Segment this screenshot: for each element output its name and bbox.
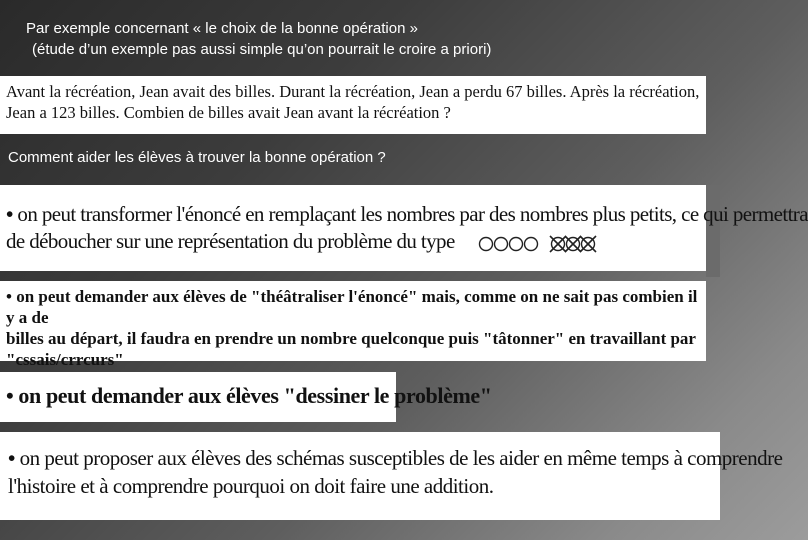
marble: [495, 238, 508, 251]
marble: [525, 238, 538, 251]
marble: [510, 238, 523, 251]
header-line-2: (étude d’un exemple pas aussi simple qu’on pourrait le croire a priori): [32, 41, 492, 58]
question-text: Comment aider les élèves à trouver la bonne opération ?: [8, 149, 386, 166]
marbles-drawing: [477, 230, 607, 256]
strategy-2: [0, 281, 706, 369]
crossed-marble: [565, 236, 581, 252]
strategy-4: [0, 432, 783, 520]
crossed-marble: [580, 236, 596, 252]
bullet: •: [8, 446, 15, 470]
strategy-4-line-1: on peut proposer aux élèves des schémas susceptibles de les aider en même temps à comprendre: [19, 446, 783, 470]
problem-line-1: Avant la récréation, Jean avait des billes. Durant la récréation, Jean a perdu 67 billes. Après la récréation,: [6, 82, 700, 101]
strategy-1-line-1: on peut transformer l'énoncé en remplaçant les nombres par des nombres plus petits, ce qui permettra: [17, 202, 808, 226]
bullet: •: [6, 287, 12, 306]
bullet: •: [6, 383, 14, 408]
bullet: •: [6, 202, 13, 226]
problem-statement: [0, 76, 706, 134]
crossed-marble: [550, 236, 566, 252]
problem-line-2: Jean a 123 billes. Combien de billes avait Jean avant la récréation ?: [6, 103, 451, 122]
strategy-2-line-2: billes au départ, il faudra en prendre un nombre quelconque puis "tâtonner" en travaillant par: [6, 329, 696, 348]
strategy-3: [0, 372, 492, 422]
strategy-1-line-2: de déboucher sur une représentation du problème du type: [6, 229, 455, 253]
strategy-3-line-1: on peut demander aux élèves "dessiner le problème": [18, 383, 492, 408]
strategy-2-line-1: on peut demander aux élèves de "théâtraliser l'énoncé" mais, comme on ne sait pas combien il y a de: [6, 287, 698, 327]
strategy-2-line-3: "cssais/crrcurs": [6, 350, 124, 369]
side-strip: [706, 185, 720, 277]
header-line-1: Par exemple concernant « le choix de la bonne opération »: [26, 20, 418, 37]
strategy-4-line-2: l'histoire et à comprendre pourquoi on doit faire une addition.: [8, 474, 494, 498]
marble: [480, 238, 493, 251]
slide-header: [26, 18, 706, 60]
strategy-1: [0, 185, 808, 271]
